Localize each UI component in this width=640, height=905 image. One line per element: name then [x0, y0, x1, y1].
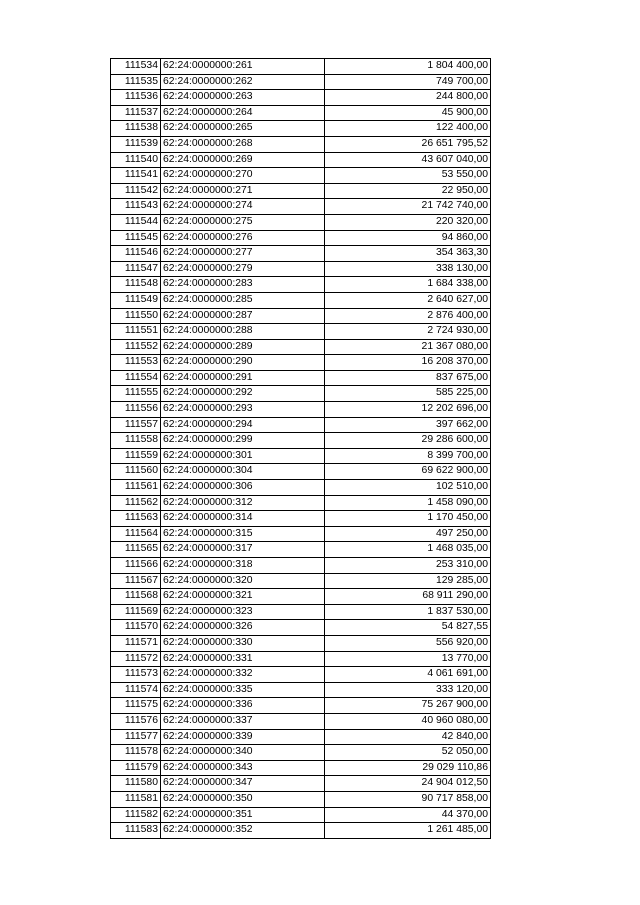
table-row	[111, 713, 491, 729]
cadastral-number-cell: 62:24:0000000:290	[161, 355, 325, 371]
cadastral-value-cell: 129 285,00	[325, 573, 491, 589]
row-number-cell: 111542	[111, 183, 161, 199]
cadastral-number-cell: 62:24:0000000:339	[161, 729, 325, 745]
row-number-cell: 111572	[111, 651, 161, 667]
cadastral-value-cell: 1 261 485,00	[325, 823, 491, 839]
cadastral-value-cell: 45 900,00	[325, 105, 491, 121]
cadastral-value-cell: 29 029 110,86	[325, 760, 491, 776]
row-number-cell: 111534	[111, 59, 161, 75]
table-row	[111, 402, 491, 418]
cadastral-value-cell: 43 607 040,00	[325, 152, 491, 168]
row-number-cell: 111539	[111, 136, 161, 152]
table-row	[111, 791, 491, 807]
table-row	[111, 292, 491, 308]
row-number-cell: 111550	[111, 308, 161, 324]
table-row	[111, 59, 491, 75]
table-row	[111, 199, 491, 215]
cadastral-value-cell: 2 876 400,00	[325, 308, 491, 324]
row-number-cell: 111582	[111, 807, 161, 823]
cadastral-number-cell: 62:24:0000000:326	[161, 620, 325, 636]
cadastral-number-cell: 62:24:0000000:268	[161, 136, 325, 152]
table-row	[111, 542, 491, 558]
cadastral-number-cell: 62:24:0000000:315	[161, 526, 325, 542]
table-row	[111, 620, 491, 636]
row-number-cell: 111578	[111, 745, 161, 761]
table-row	[111, 635, 491, 651]
cadastral-value-cell: 69 622 900,00	[325, 464, 491, 480]
row-number-cell: 111570	[111, 620, 161, 636]
cadastral-value-cell: 68 911 290,00	[325, 589, 491, 605]
table-row	[111, 308, 491, 324]
cadastral-value-cell: 253 310,00	[325, 558, 491, 574]
cadastral-value-cell: 2 724 930,00	[325, 324, 491, 340]
cadastral-number-cell: 62:24:0000000:270	[161, 168, 325, 184]
cadastral-number-cell: 62:24:0000000:263	[161, 90, 325, 106]
table-row	[111, 277, 491, 293]
row-number-cell: 111574	[111, 682, 161, 698]
cadastral-number-cell: 62:24:0000000:337	[161, 713, 325, 729]
row-number-cell: 111566	[111, 558, 161, 574]
cadastral-value-cell: 21 367 080,00	[325, 339, 491, 355]
cadastral-value-cell: 16 208 370,00	[325, 355, 491, 371]
cadastral-number-cell: 62:24:0000000:279	[161, 261, 325, 277]
cadastral-number-cell: 62:24:0000000:347	[161, 776, 325, 792]
cadastral-value-cell: 53 550,00	[325, 168, 491, 184]
row-number-cell: 111571	[111, 635, 161, 651]
row-number-cell: 111536	[111, 90, 161, 106]
table-row	[111, 698, 491, 714]
cadastral-value-cell: 75 267 900,00	[325, 698, 491, 714]
row-number-cell: 111541	[111, 168, 161, 184]
table-row	[111, 776, 491, 792]
table-row	[111, 355, 491, 371]
cadastral-number-cell: 62:24:0000000:271	[161, 183, 325, 199]
cadastral-number-cell: 62:24:0000000:317	[161, 542, 325, 558]
cadastral-number-cell: 62:24:0000000:293	[161, 402, 325, 418]
cadastral-value-cell: 12 202 696,00	[325, 402, 491, 418]
cadastral-number-cell: 62:24:0000000:350	[161, 791, 325, 807]
cadastral-value-table	[110, 58, 491, 839]
table-row	[111, 604, 491, 620]
cadastral-value-cell: 13 770,00	[325, 651, 491, 667]
table-row	[111, 230, 491, 246]
table-row	[111, 729, 491, 745]
cadastral-value-cell: 2 640 627,00	[325, 292, 491, 308]
table-row	[111, 464, 491, 480]
row-number-cell: 111575	[111, 698, 161, 714]
cadastral-number-cell: 62:24:0000000:306	[161, 480, 325, 496]
cadastral-number-cell: 62:24:0000000:294	[161, 417, 325, 433]
cadastral-value-cell: 29 286 600,00	[325, 433, 491, 449]
row-number-cell: 111579	[111, 760, 161, 776]
cadastral-number-cell: 62:24:0000000:312	[161, 495, 325, 511]
row-number-cell: 111565	[111, 542, 161, 558]
table-row	[111, 682, 491, 698]
table-row	[111, 370, 491, 386]
cadastral-value-cell: 1 684 338,00	[325, 277, 491, 293]
row-number-cell: 111577	[111, 729, 161, 745]
table-row	[111, 495, 491, 511]
cadastral-value-cell: 1 804 400,00	[325, 59, 491, 75]
row-number-cell: 111557	[111, 417, 161, 433]
table-row	[111, 121, 491, 137]
table-row	[111, 448, 491, 464]
row-number-cell: 111540	[111, 152, 161, 168]
row-number-cell: 111552	[111, 339, 161, 355]
cadastral-value-cell: 102 510,00	[325, 480, 491, 496]
cadastral-value-cell: 338 130,00	[325, 261, 491, 277]
cadastral-number-cell: 62:24:0000000:332	[161, 667, 325, 683]
row-number-cell: 111567	[111, 573, 161, 589]
cadastral-value-cell: 749 700,00	[325, 74, 491, 90]
table-row	[111, 261, 491, 277]
cadastral-value-cell: 122 400,00	[325, 121, 491, 137]
row-number-cell: 111551	[111, 324, 161, 340]
cadastral-number-cell: 62:24:0000000:314	[161, 511, 325, 527]
row-number-cell: 111545	[111, 230, 161, 246]
cadastral-value-cell: 1 170 450,00	[325, 511, 491, 527]
cadastral-value-cell: 21 742 740,00	[325, 199, 491, 215]
row-number-cell: 111556	[111, 402, 161, 418]
table-row	[111, 105, 491, 121]
table-row	[111, 136, 491, 152]
cadastral-value-cell: 26 651 795,52	[325, 136, 491, 152]
cadastral-number-cell: 62:24:0000000:301	[161, 448, 325, 464]
table-row	[111, 433, 491, 449]
cadastral-number-cell: 62:24:0000000:276	[161, 230, 325, 246]
table-row	[111, 667, 491, 683]
cadastral-number-cell: 62:24:0000000:335	[161, 682, 325, 698]
cadastral-value-cell: 22 950,00	[325, 183, 491, 199]
cadastral-number-cell: 62:24:0000000:262	[161, 74, 325, 90]
cadastral-value-cell: 44 370,00	[325, 807, 491, 823]
table-row	[111, 511, 491, 527]
cadastral-value-cell: 54 827,55	[325, 620, 491, 636]
table-row	[111, 417, 491, 433]
row-number-cell: 111573	[111, 667, 161, 683]
cadastral-value-cell: 244 800,00	[325, 90, 491, 106]
cadastral-number-cell: 62:24:0000000:275	[161, 214, 325, 230]
row-number-cell: 111537	[111, 105, 161, 121]
row-number-cell: 111553	[111, 355, 161, 371]
cadastral-value-cell: 90 717 858,00	[325, 791, 491, 807]
table-row	[111, 214, 491, 230]
cadastral-number-cell: 62:24:0000000:283	[161, 277, 325, 293]
row-number-cell: 111581	[111, 791, 161, 807]
row-number-cell: 111559	[111, 448, 161, 464]
cadastral-number-cell: 62:24:0000000:343	[161, 760, 325, 776]
table-row	[111, 651, 491, 667]
cadastral-number-cell: 62:24:0000000:340	[161, 745, 325, 761]
cadastral-number-cell: 62:24:0000000:304	[161, 464, 325, 480]
cadastral-number-cell: 62:24:0000000:261	[161, 59, 325, 75]
row-number-cell: 111560	[111, 464, 161, 480]
cadastral-value-cell: 52 050,00	[325, 745, 491, 761]
cadastral-value-cell: 556 920,00	[325, 635, 491, 651]
cadastral-value-cell: 1 458 090,00	[325, 495, 491, 511]
cadastral-number-cell: 62:24:0000000:285	[161, 292, 325, 308]
row-number-cell: 111535	[111, 74, 161, 90]
table-row	[111, 183, 491, 199]
row-number-cell: 111562	[111, 495, 161, 511]
cadastral-number-cell: 62:24:0000000:287	[161, 308, 325, 324]
cadastral-number-cell: 62:24:0000000:265	[161, 121, 325, 137]
cadastral-value-cell: 397 662,00	[325, 417, 491, 433]
cadastral-number-cell: 62:24:0000000:274	[161, 199, 325, 215]
row-number-cell: 111580	[111, 776, 161, 792]
cadastral-value-cell: 1 837 530,00	[325, 604, 491, 620]
cadastral-number-cell: 62:24:0000000:291	[161, 370, 325, 386]
table-row	[111, 526, 491, 542]
row-number-cell: 111563	[111, 511, 161, 527]
row-number-cell: 111548	[111, 277, 161, 293]
cadastral-value-cell: 497 250,00	[325, 526, 491, 542]
row-number-cell: 111543	[111, 199, 161, 215]
row-number-cell: 111564	[111, 526, 161, 542]
table-row	[111, 573, 491, 589]
cadastral-value-cell: 24 904 012,50	[325, 776, 491, 792]
table-row	[111, 589, 491, 605]
table-row	[111, 90, 491, 106]
cadastral-value-cell: 333 120,00	[325, 682, 491, 698]
row-number-cell: 111555	[111, 386, 161, 402]
cadastral-value-cell: 94 860,00	[325, 230, 491, 246]
table-body	[111, 59, 491, 839]
row-number-cell: 111538	[111, 121, 161, 137]
row-number-cell: 111547	[111, 261, 161, 277]
cadastral-value-cell: 220 320,00	[325, 214, 491, 230]
cadastral-value-cell: 40 960 080,00	[325, 713, 491, 729]
row-number-cell: 111568	[111, 589, 161, 605]
table-row	[111, 480, 491, 496]
table-row	[111, 386, 491, 402]
row-number-cell: 111544	[111, 214, 161, 230]
table-row	[111, 807, 491, 823]
table-row	[111, 760, 491, 776]
row-number-cell: 111569	[111, 604, 161, 620]
cadastral-value-cell: 585 225,00	[325, 386, 491, 402]
table-row	[111, 745, 491, 761]
table-row	[111, 74, 491, 90]
table-row	[111, 558, 491, 574]
table-row	[111, 246, 491, 262]
row-number-cell: 111558	[111, 433, 161, 449]
table-row	[111, 152, 491, 168]
row-number-cell: 111549	[111, 292, 161, 308]
document-page	[110, 58, 491, 839]
cadastral-value-cell: 354 363,30	[325, 246, 491, 262]
cadastral-value-cell: 4 061 691,00	[325, 667, 491, 683]
cadastral-value-cell: 8 399 700,00	[325, 448, 491, 464]
table-row	[111, 168, 491, 184]
cadastral-number-cell: 62:24:0000000:318	[161, 558, 325, 574]
cadastral-number-cell: 62:24:0000000:299	[161, 433, 325, 449]
cadastral-number-cell: 62:24:0000000:321	[161, 589, 325, 605]
row-number-cell: 111583	[111, 823, 161, 839]
cadastral-number-cell: 62:24:0000000:336	[161, 698, 325, 714]
cadastral-number-cell: 62:24:0000000:330	[161, 635, 325, 651]
cadastral-number-cell: 62:24:0000000:331	[161, 651, 325, 667]
row-number-cell: 111561	[111, 480, 161, 496]
cadastral-number-cell: 62:24:0000000:289	[161, 339, 325, 355]
table-row	[111, 823, 491, 839]
cadastral-value-cell: 1 468 035,00	[325, 542, 491, 558]
row-number-cell: 111576	[111, 713, 161, 729]
table-row	[111, 339, 491, 355]
cadastral-number-cell: 62:24:0000000:288	[161, 324, 325, 340]
cadastral-number-cell: 62:24:0000000:352	[161, 823, 325, 839]
cadastral-value-cell: 837 675,00	[325, 370, 491, 386]
cadastral-number-cell: 62:24:0000000:292	[161, 386, 325, 402]
row-number-cell: 111546	[111, 246, 161, 262]
cadastral-number-cell: 62:24:0000000:351	[161, 807, 325, 823]
cadastral-value-cell: 42 840,00	[325, 729, 491, 745]
cadastral-number-cell: 62:24:0000000:320	[161, 573, 325, 589]
cadastral-number-cell: 62:24:0000000:277	[161, 246, 325, 262]
row-number-cell: 111554	[111, 370, 161, 386]
cadastral-number-cell: 62:24:0000000:264	[161, 105, 325, 121]
cadastral-number-cell: 62:24:0000000:323	[161, 604, 325, 620]
cadastral-number-cell: 62:24:0000000:269	[161, 152, 325, 168]
table-row	[111, 324, 491, 340]
